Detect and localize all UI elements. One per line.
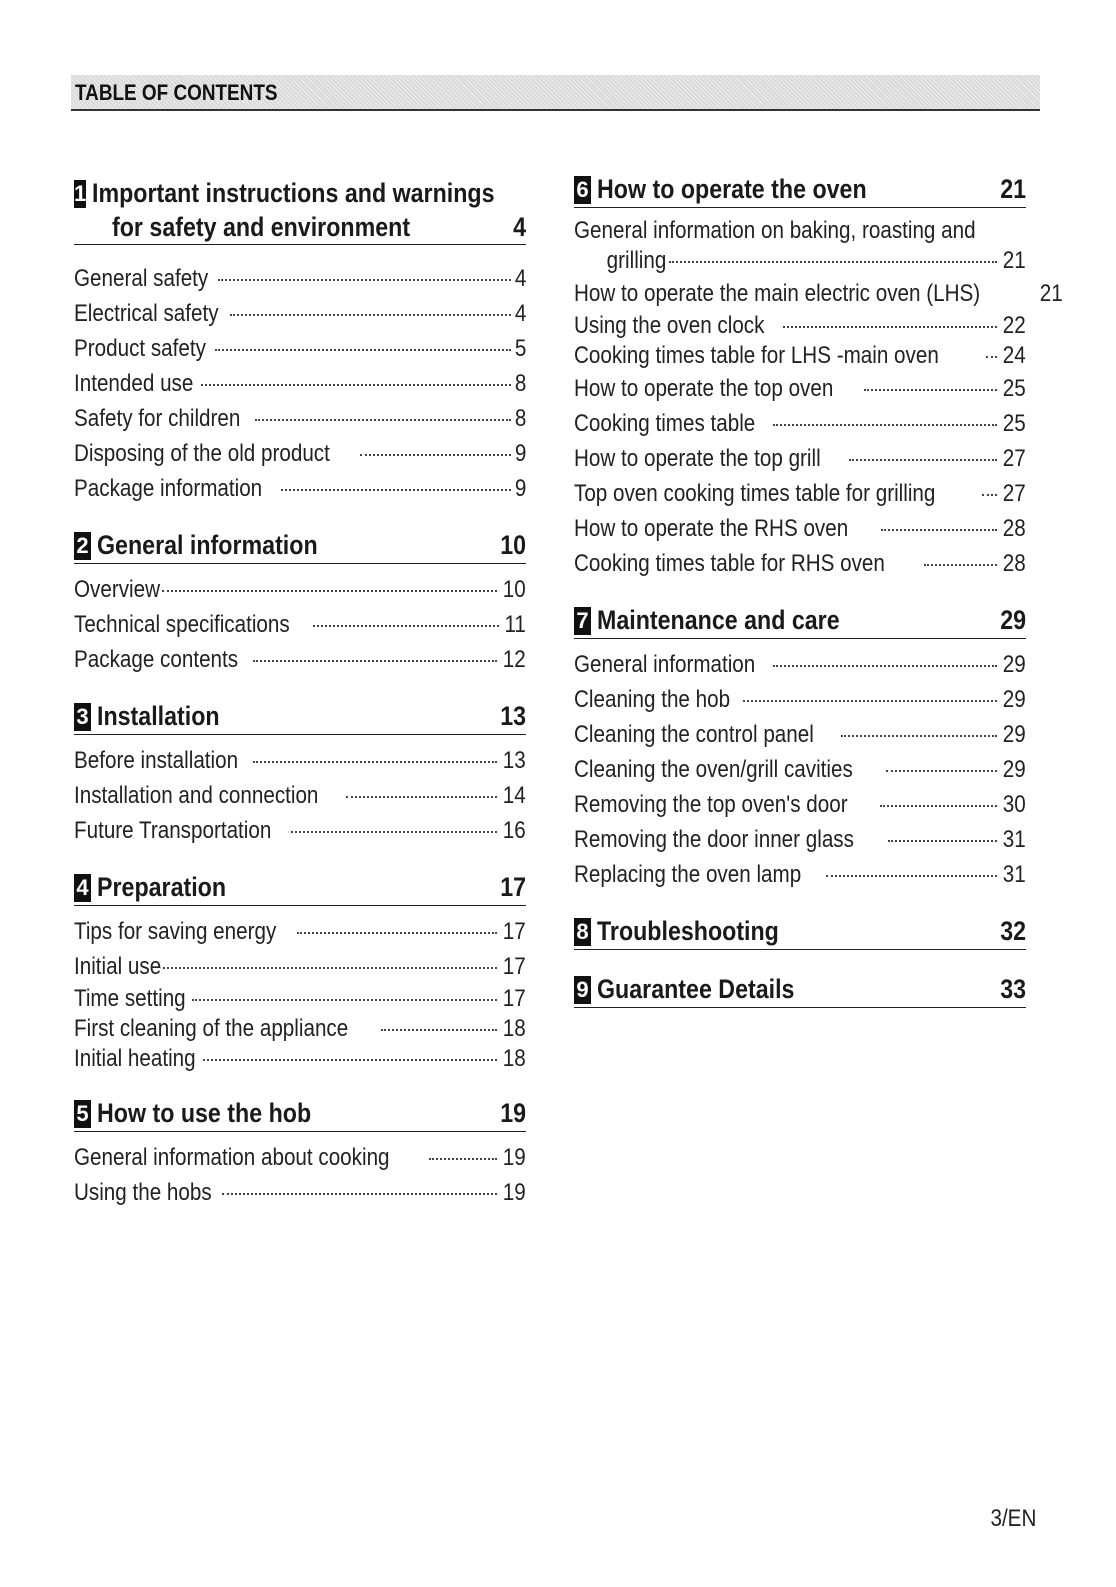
entry-title: Future Transportation [74, 817, 272, 844]
section-title: How to use the hob [97, 1098, 312, 1128]
toc-entry[interactable] [74, 1175, 526, 1210]
entry-page: 8 [514, 405, 526, 432]
section-heading[interactable] [574, 603, 1026, 639]
toc-section-8 [574, 914, 1026, 950]
entry-title: Cooking times table for LHS -main oven [574, 342, 939, 369]
entry-page: 22 [1003, 312, 1026, 339]
section-page: 4 [513, 212, 526, 242]
toc-entry[interactable] [74, 914, 526, 949]
dot-leader [864, 389, 998, 391]
entry-title: Technical specifications [74, 611, 290, 638]
dot-leader [201, 384, 511, 386]
toc-right-column [574, 172, 1063, 1030]
section-number: 4 [74, 874, 91, 902]
entry-title: Cleaning the hob [574, 686, 731, 713]
toc-section-5 [74, 1096, 526, 1210]
entry-page: 8 [514, 370, 526, 397]
section-title: Maintenance and care [597, 605, 840, 635]
toc-entry[interactable] [74, 401, 526, 436]
entry-page: 29 [1003, 651, 1026, 678]
dot-leader [360, 454, 511, 456]
entry-page: 17 [503, 918, 526, 945]
dot-leader [203, 1059, 497, 1061]
entry-page: 28 [1003, 515, 1026, 542]
section-number: 3 [74, 703, 91, 731]
toc-section-2 [74, 528, 526, 677]
dot-leader [218, 279, 511, 281]
entry-title: First cleaning of the appliance [74, 1015, 349, 1042]
toc-section-7 [574, 603, 1026, 892]
entry-title: Overview [74, 576, 161, 603]
section-title: Preparation [97, 872, 227, 902]
entry-title: Installation and connection [74, 782, 319, 809]
entry-page: 21 [1003, 247, 1026, 274]
toc-entry[interactable] [74, 949, 526, 984]
section-title: How to operate the oven [597, 174, 867, 204]
toc-entry[interactable] [574, 682, 1026, 717]
toc-entry[interactable] [74, 607, 526, 642]
toc-entry[interactable] [574, 752, 1026, 787]
toc-entry[interactable] [74, 261, 526, 296]
section-heading[interactable] [574, 972, 1026, 1008]
entry-title: Tips for saving energy [74, 918, 277, 945]
dot-leader [743, 700, 997, 702]
toc-section-3 [74, 699, 526, 848]
dot-leader [163, 967, 497, 969]
dot-leader [346, 796, 497, 798]
section-number: 8 [574, 918, 591, 946]
toc-entry[interactable] [74, 1014, 526, 1044]
toc-entry[interactable] [574, 857, 1026, 892]
section-number: 5 [74, 1100, 91, 1128]
entry-page: 29 [1003, 686, 1026, 713]
section-page: 29 [1000, 605, 1026, 635]
dot-leader [888, 840, 998, 842]
toc-entry[interactable] [74, 366, 526, 401]
entry-page: 25 [1003, 410, 1026, 437]
toc-entry[interactable] [74, 642, 526, 677]
section-title-continued: for safety and environment [112, 212, 411, 242]
section-heading[interactable] [74, 1096, 526, 1132]
section-heading[interactable] [74, 176, 526, 245]
dot-leader [841, 735, 997, 737]
entry-page: 24 [1003, 342, 1026, 369]
toc-entry[interactable] [74, 572, 526, 607]
entry-title: Removing the door inner glass [574, 826, 854, 853]
entry-title: How to operate the RHS oven [574, 515, 849, 542]
entry-title: Using the hobs [74, 1179, 212, 1206]
entry-title: Product safety [74, 335, 206, 362]
entry-page: 31 [1003, 826, 1026, 853]
toc-entry[interactable] [74, 1044, 526, 1074]
toc-entry[interactable] [574, 787, 1026, 822]
toc-entry[interactable] [74, 436, 526, 471]
dot-leader [773, 665, 998, 667]
section-title: Important instructions and warnings [92, 178, 495, 208]
entry-title: General information about cooking [74, 1144, 390, 1171]
toc-entry[interactable] [574, 647, 1026, 682]
dot-leader [291, 831, 497, 833]
dot-leader [381, 1029, 497, 1031]
dot-leader [986, 356, 997, 358]
dot-leader [881, 529, 997, 531]
entry-title: Replacing the oven lamp [574, 861, 802, 888]
entry-title: Cleaning the oven/grill cavities [574, 756, 853, 783]
toc-section-6 [574, 172, 1063, 581]
entry-page: 27 [1003, 480, 1026, 507]
entry-page: 29 [1003, 721, 1026, 748]
dot-leader [669, 261, 997, 263]
dot-leader [783, 326, 997, 328]
toc-entry[interactable] [574, 311, 1026, 341]
entry-page: 18 [503, 1045, 526, 1072]
entry-page: 5 [514, 335, 526, 362]
section-title: General information [97, 530, 318, 560]
entry-page: 9 [514, 440, 526, 467]
section-heading[interactable] [574, 172, 1026, 208]
section-page: 32 [1000, 916, 1026, 946]
entry-page: 10 [503, 576, 526, 603]
dot-leader [313, 625, 499, 627]
entry-title: Intended use [74, 370, 194, 397]
entry-page: 4 [514, 265, 526, 292]
entry-page: 21 [1039, 280, 1063, 307]
dot-leader [253, 761, 498, 763]
dot-leader [253, 660, 498, 662]
toc-entry[interactable] [574, 371, 1026, 406]
dot-leader [255, 419, 510, 421]
entry-title: Cooking times table for RHS oven [574, 550, 885, 577]
toc-section-4 [74, 870, 526, 1074]
toc-entry-first-line[interactable] [574, 216, 1026, 246]
entry-title: General information on baking, roasting and [574, 217, 976, 244]
toc-header-bar [71, 75, 1040, 111]
section-page: 10 [500, 530, 526, 560]
entry-title: Cooking times table [574, 410, 756, 437]
toc-entry[interactable] [574, 546, 1026, 581]
toc-entry[interactable] [74, 743, 526, 778]
toc-entry[interactable] [574, 341, 1026, 371]
entry-page: 17 [503, 985, 526, 1012]
dot-leader [230, 314, 511, 316]
entry-title: Initial use [74, 953, 162, 980]
entry-title: How to operate the main electric oven (LHS) [574, 280, 981, 307]
entry-page: 29 [1003, 756, 1026, 783]
entry-page: 16 [503, 817, 526, 844]
entry-page: 13 [503, 747, 526, 774]
entry-page: 12 [503, 646, 526, 673]
entry-title: Before installation [74, 747, 239, 774]
section-number: 6 [574, 176, 591, 204]
dot-leader [773, 424, 998, 426]
section-page: 19 [500, 1098, 526, 1128]
section-number: 9 [574, 976, 591, 1004]
section-heading[interactable] [74, 528, 526, 564]
section-number: 2 [74, 532, 91, 560]
toc-section-9 [574, 972, 1026, 1008]
entry-title: How to operate the top grill [574, 445, 821, 472]
entry-page: 17 [503, 953, 526, 980]
toc-entry[interactable] [574, 822, 1026, 857]
entry-title: Removing the top oven's door [574, 791, 848, 818]
entry-page: 19 [503, 1144, 526, 1171]
entry-title: grilling [606, 247, 667, 274]
entry-title: Electrical safety [74, 300, 219, 327]
toc-left-column [74, 176, 526, 1232]
section-page: 17 [500, 872, 526, 902]
toc-entry[interactable] [574, 476, 1026, 511]
toc-entry[interactable] [74, 778, 526, 813]
entry-title: Package information [74, 475, 263, 502]
entry-title: Top oven cooking times table for grilling [574, 480, 936, 507]
entry-page: 11 [504, 611, 526, 638]
entry-title: General safety [74, 265, 209, 292]
dot-leader [429, 1158, 497, 1160]
dot-leader [215, 349, 510, 351]
toc-entry[interactable] [74, 1140, 526, 1175]
toc-entry[interactable] [74, 331, 526, 366]
entry-title: Initial heating [74, 1045, 196, 1072]
section-page: 33 [1000, 974, 1026, 1004]
entry-page: 31 [1003, 861, 1026, 888]
toc-entry[interactable] [74, 813, 526, 848]
entry-title: How to operate the top oven [574, 375, 834, 402]
toc-entry[interactable] [574, 276, 1063, 311]
section-page: 13 [500, 701, 526, 731]
toc-section-1 [74, 176, 526, 506]
dot-leader [880, 805, 997, 807]
entry-page: 25 [1003, 375, 1026, 402]
section-number: 7 [574, 607, 591, 635]
section-number: 1 [74, 181, 87, 206]
dot-leader [192, 999, 497, 1001]
dot-leader [222, 1193, 497, 1195]
entry-page: 14 [503, 782, 526, 809]
toc-entry[interactable] [74, 984, 526, 1014]
page-number-footer: 3/EN [990, 1505, 1036, 1532]
page-title: TABLE OF CONTENTS [75, 80, 278, 105]
entry-title: Using the oven clock [574, 312, 765, 339]
toc-entry[interactable] [574, 717, 1026, 752]
toc-entry[interactable] [74, 296, 526, 331]
section-title: Troubleshooting [597, 916, 779, 946]
dot-leader [982, 494, 997, 496]
entry-title: Cleaning the control panel [574, 721, 814, 748]
dot-leader [281, 489, 511, 491]
entry-page: 18 [503, 1015, 526, 1042]
dot-leader [162, 590, 497, 592]
entry-title: Disposing of the old product [74, 440, 330, 467]
dot-leader [826, 875, 997, 877]
entry-title: Package contents [74, 646, 239, 673]
entry-page: 19 [503, 1179, 526, 1206]
dot-leader [849, 459, 997, 461]
section-page: 21 [1000, 174, 1026, 204]
section-heading[interactable] [74, 699, 526, 735]
dot-leader [297, 932, 497, 934]
entry-page: 4 [514, 300, 526, 327]
entry-title: Time setting [74, 985, 186, 1012]
toc-entry[interactable] [74, 471, 526, 506]
toc-entry[interactable] [574, 441, 1026, 476]
section-heading[interactable] [74, 870, 526, 906]
toc-entry[interactable] [574, 246, 1026, 276]
section-title: Installation [97, 701, 220, 731]
dot-leader [886, 770, 997, 772]
entry-page: 30 [1003, 791, 1026, 818]
section-title: Guarantee Details [597, 974, 795, 1004]
entry-page: 28 [1003, 550, 1026, 577]
entry-title: Safety for children [74, 405, 241, 432]
dot-leader [924, 564, 998, 566]
toc-entry[interactable] [574, 511, 1026, 546]
entry-page: 27 [1003, 445, 1026, 472]
toc-entry[interactable] [574, 406, 1026, 441]
section-heading[interactable] [574, 914, 1026, 950]
entry-title: General information [574, 651, 756, 678]
entry-page: 9 [514, 475, 526, 502]
